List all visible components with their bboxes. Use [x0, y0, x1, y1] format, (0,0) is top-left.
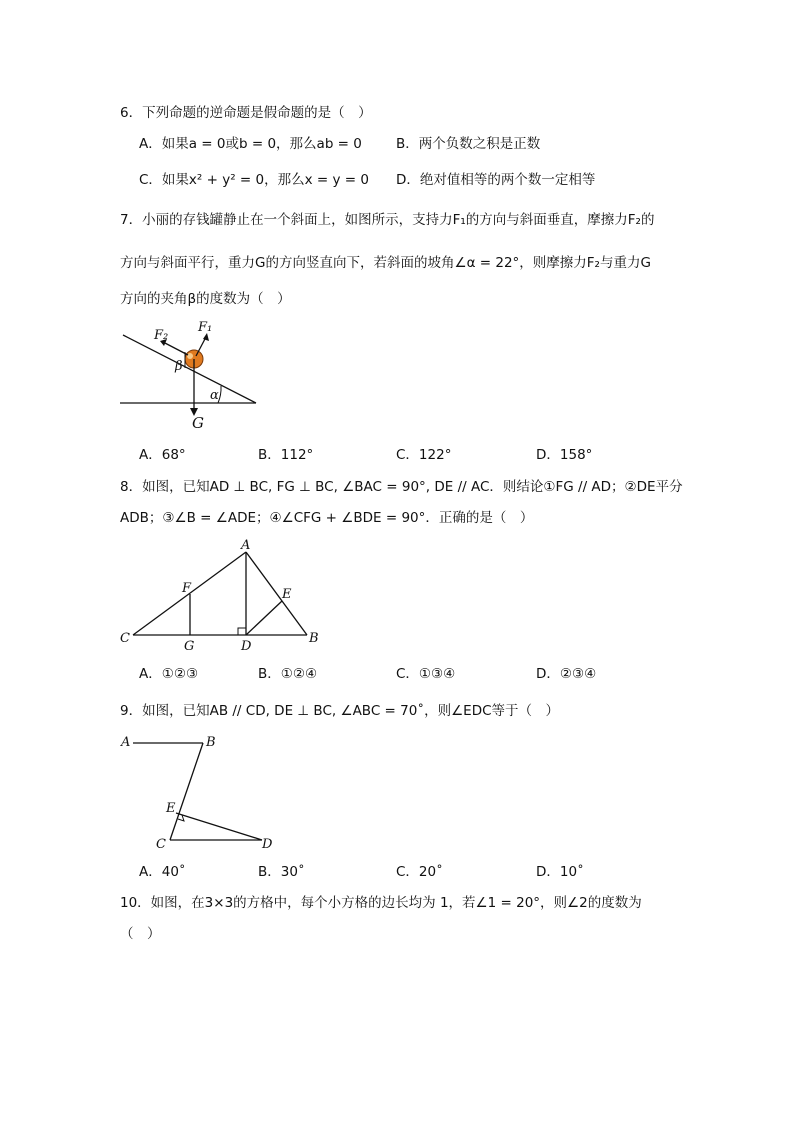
q7-label-g: G	[192, 414, 204, 432]
q6-option-d: D．绝对值相等的两个数一定相等	[396, 172, 596, 188]
q6-option-a: A．如果a = 0或b = 0，那么ab = 0	[139, 136, 362, 152]
q9-option-a: A．40˚	[139, 864, 186, 880]
q9-label-c: C	[156, 837, 166, 852]
q8-option-c: C．①③④	[396, 666, 456, 682]
q9-label-b: B	[206, 735, 216, 750]
q8-option-a: A．①②③	[139, 666, 199, 682]
q10-stem-line1: 10．如图，在3×3的方格中，每个小方格的边长均为 1，若∠1 = 20°，则∠2的度数为	[120, 895, 642, 911]
q8-option-b: B．①②④	[258, 666, 318, 682]
q7-label-alpha: α	[210, 388, 219, 403]
q9-option-b: B．30˚	[258, 864, 305, 880]
q6-option-c: C．如果x² + y² = 0，那么x = y = 0	[139, 172, 369, 188]
q7-label-beta: β	[175, 359, 183, 374]
q7-option-a: A．68°	[139, 447, 186, 463]
q9-option-d: D．10˚	[536, 864, 584, 880]
q9-label-e: E	[166, 801, 176, 816]
q7-option-d: D．158°	[536, 447, 593, 463]
q7-stem-line3: 方向的夹角β的度数为（ ）	[120, 291, 291, 307]
q7-option-b: B．112°	[258, 447, 314, 463]
q9-label-a: A	[121, 735, 131, 750]
q7-label-f1: F₁	[198, 320, 213, 335]
q8-stem-line2: ADB；③∠B = ∠ADE；④∠CFG + ∠BDE = 90°．正确的是（ ）	[120, 510, 534, 526]
q8-label-c: C	[120, 631, 130, 646]
q6-stem: 6．下列命题的逆命题是假命题的是（ ）	[120, 105, 372, 121]
q9-label-d: D	[262, 837, 273, 852]
q9-stem: 9．如图，已知AB // CD, DE ⊥ BC, ∠ABC = 70˚，则∠EDC等于（ ）	[120, 703, 560, 719]
q8-option-d: D．②③④	[536, 666, 597, 682]
q8-label-d: D	[241, 639, 252, 654]
q6-option-b: B．两个负数之积是正数	[396, 136, 541, 152]
q8-label-b: B	[309, 631, 319, 646]
q7-stem-line1: 7．小丽的存钱罐静止在一个斜面上，如图所示，支持力F₁的方向与斜面垂直，摩擦力F₂的	[120, 212, 655, 228]
q8-label-a: A	[241, 538, 251, 553]
q8-label-e: E	[282, 587, 292, 602]
q7-label-f2: F₂	[154, 328, 169, 343]
q7-option-c: C．122°	[396, 447, 452, 463]
q9-option-c: C．20˚	[396, 864, 443, 880]
q7-stem-line2: 方向与斜面平行，重力G的方向竖直向下，若斜面的坡角∠α = 22°，则摩擦力F₂与重力G	[120, 255, 651, 271]
q10-stem-line2: （ ）	[120, 926, 161, 942]
q8-label-g: G	[184, 639, 195, 654]
q8-stem-line1: 8．如图，已知AD ⊥ BC, FG ⊥ BC, ∠BAC = 90°, DE // AC．则结论①FG // AD；②DE平分	[120, 479, 683, 495]
q8-label-f: F	[182, 581, 192, 596]
